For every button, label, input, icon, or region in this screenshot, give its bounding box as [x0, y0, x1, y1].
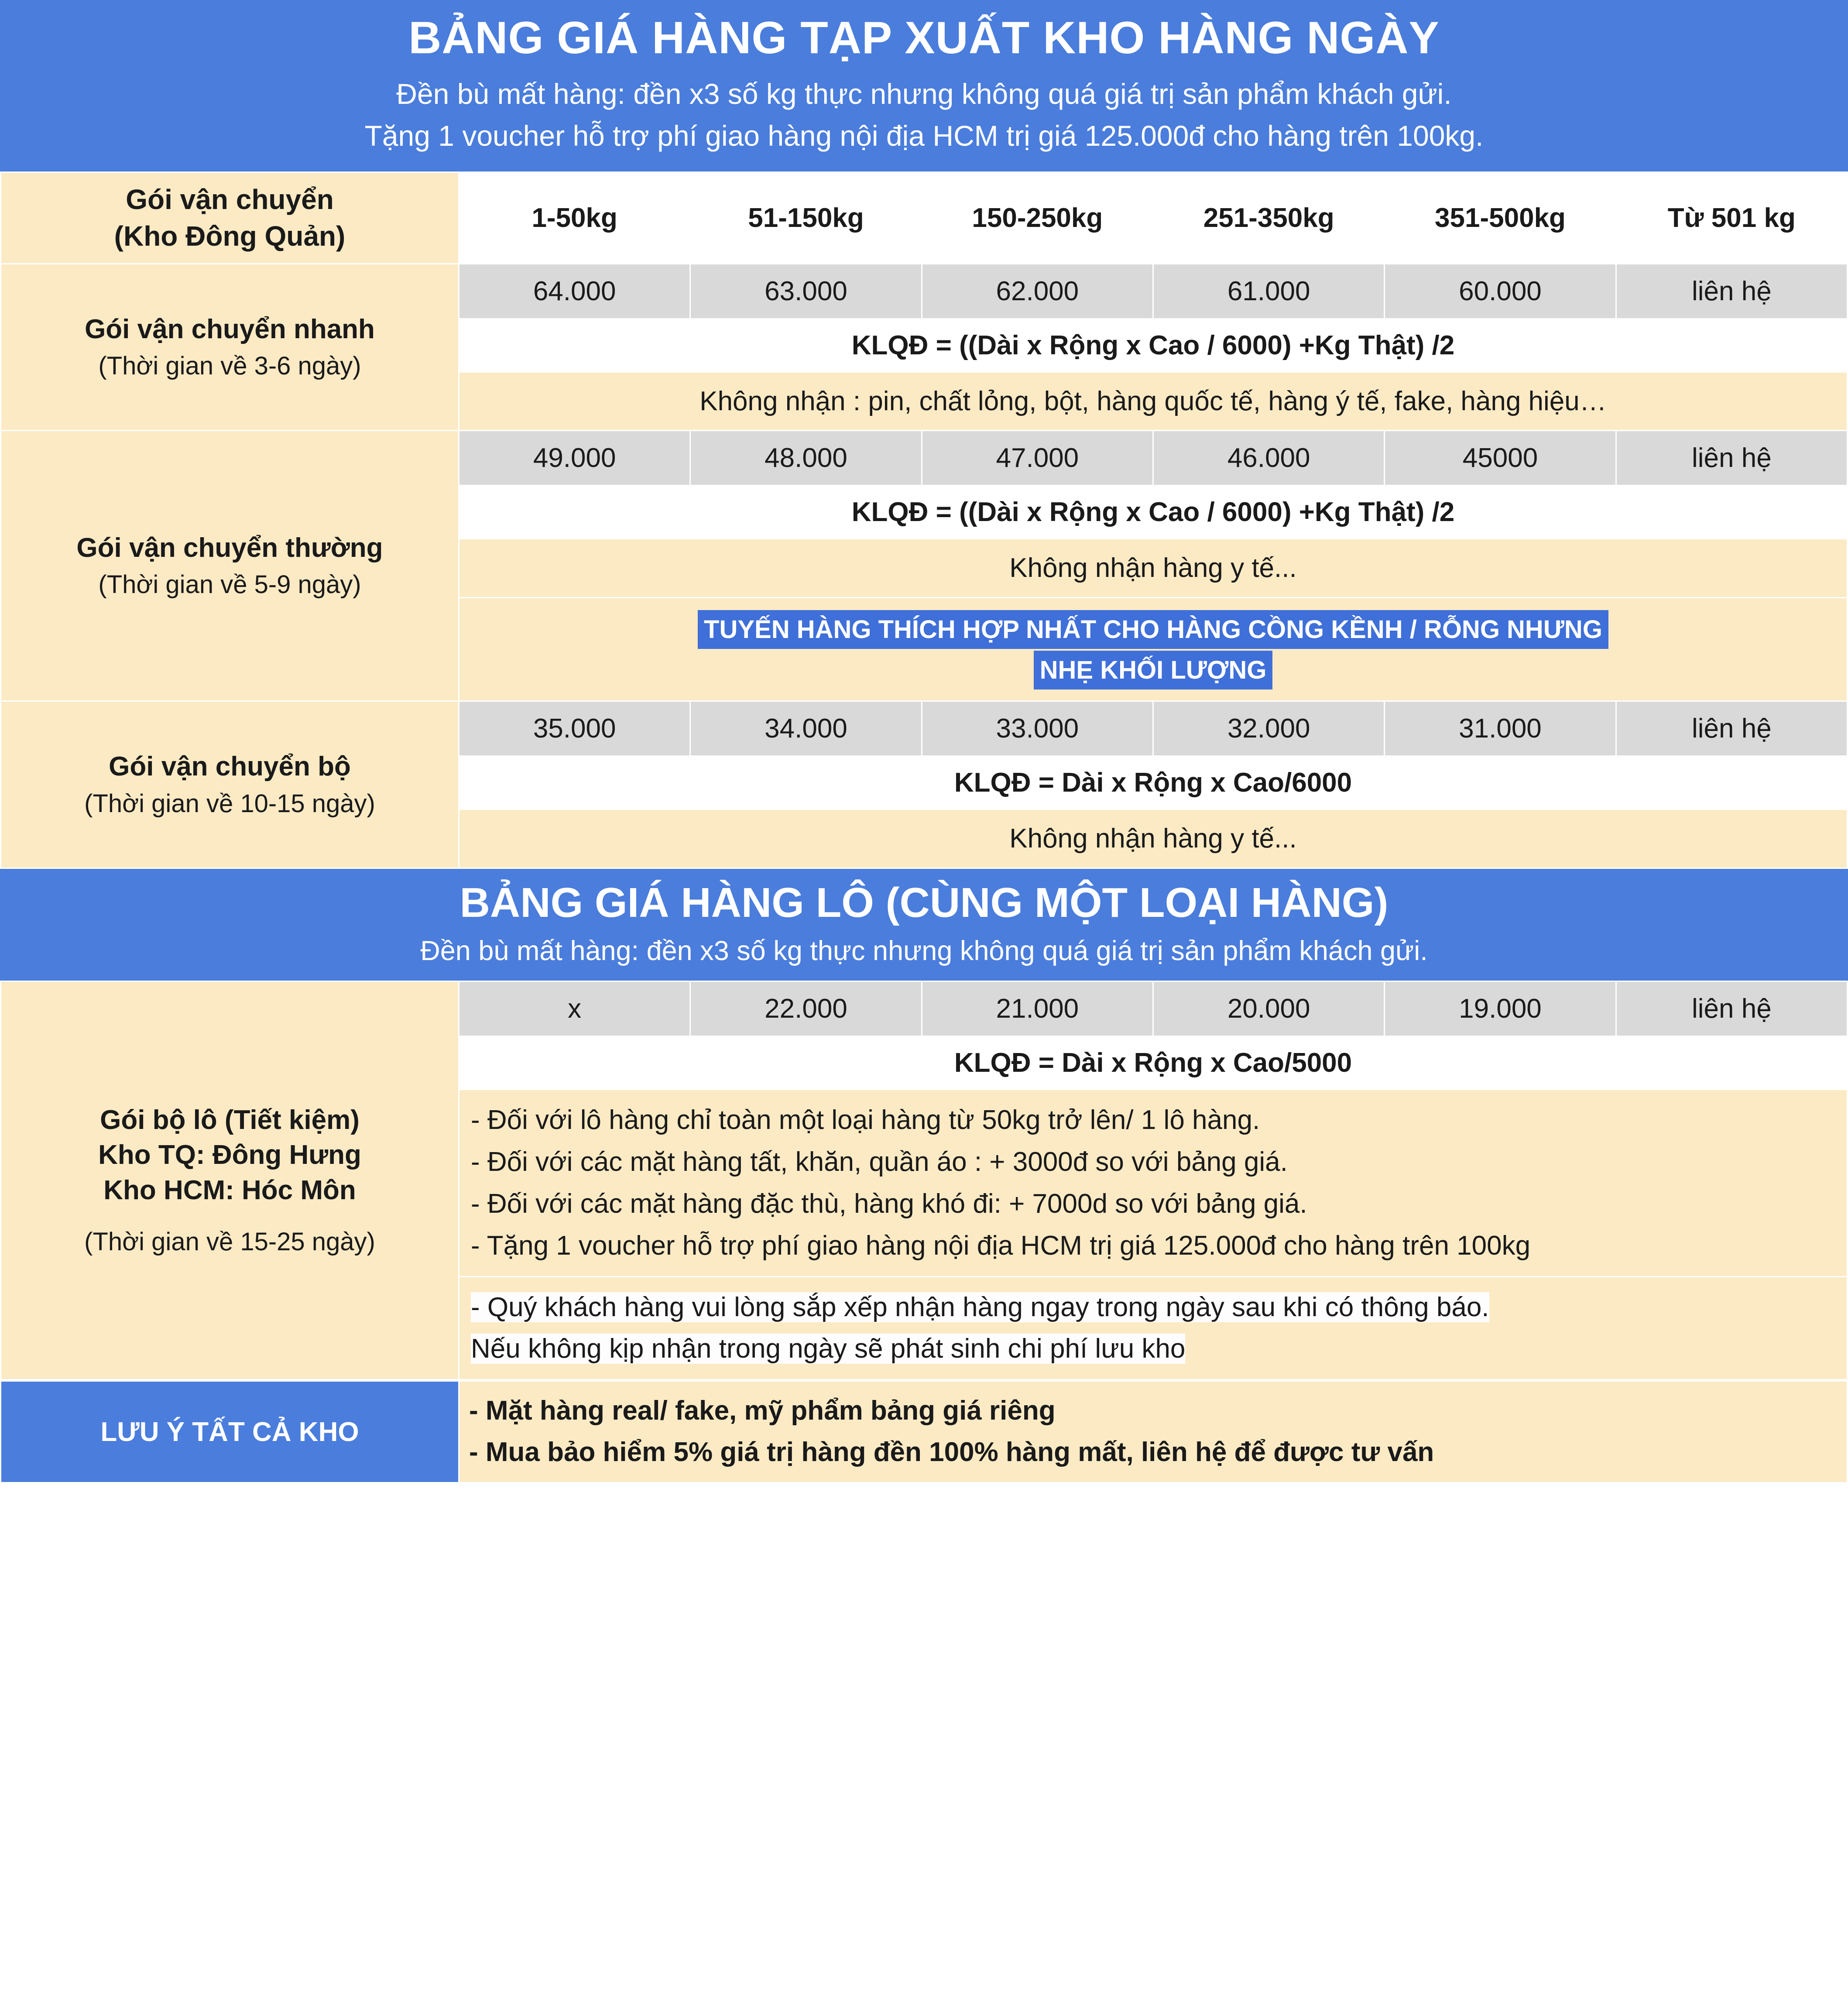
- price-fast-4: 61.000: [1153, 264, 1384, 319]
- price-normal-3: 47.000: [922, 431, 1153, 486]
- lot-note-1: - Đối với lô hàng chỉ toàn một loại hàng từ 50kg trở lên/ 1 lô hàng.: [471, 1105, 1260, 1135]
- lot-note-highlight-1-text: - Quý khách hàng vui lòng sắp xếp nhận hàng ngay trong ngày sau khi có thông báo.: [471, 1292, 1489, 1322]
- column-header-3: 150-250kg: [922, 172, 1153, 264]
- price-lot-5: 19.000: [1385, 981, 1616, 1036]
- table-row: [1, 701, 1848, 756]
- footer-line-1: - Mặt hàng real/ fake, mỹ phẩm bảng giá riêng: [469, 1396, 1056, 1426]
- footer-body: [459, 1381, 1848, 1483]
- lot-note-highlight-2-text: Nếu không kịp nhận trong ngày sẽ phát sinh chi phí lưu kho: [471, 1334, 1186, 1364]
- note-normal-highlight: [459, 598, 1848, 701]
- row-label-normal: [1, 431, 459, 701]
- footer-label: LƯU Ý TẤT CẢ KHO: [1, 1381, 459, 1483]
- price-fast-6: liên hệ: [1616, 264, 1847, 319]
- lot-note-highlight-1: [471, 1288, 1837, 1327]
- lot-label-line-2: Kho TQ: Đông Hưng: [98, 1140, 361, 1170]
- page-title: BẢNG GIÁ HÀNG TẠP XUẤT KHO HÀNG NGÀY: [408, 13, 1440, 63]
- lot-label-line-1: Gói bộ lô (Tiết kiệm): [100, 1105, 360, 1135]
- banner-note-line-1: Đền bù mất hàng: đền x3 số kg thực nhưng không quá giá trị sản phẩm khách gửi.: [396, 78, 1452, 110]
- highlight-line-1: TUYẾN HÀNG THÍCH HỢP NHẤT CHO HÀNG CỒNG KỀNH / RỖNG NHƯNG: [698, 610, 1608, 649]
- formula-lot: KLQĐ = Dài x Rộng x Cao/5000: [459, 1036, 1848, 1090]
- price-road-1: 35.000: [459, 701, 690, 756]
- price-lot-4: 20.000: [1153, 981, 1384, 1036]
- lot-banner-note: Đền bù mất hàng: đền x3 số kg thực nhưng không quá giá trị sản phẩm khách gửi.: [420, 935, 1428, 966]
- row-label-fast-sub: (Thời gian về 3-6 ngày): [98, 352, 361, 381]
- note-normal-1: Không nhận hàng y tế...: [459, 539, 1848, 598]
- lot-note-highlight-2: [471, 1329, 1837, 1369]
- table-row: [1, 264, 1848, 319]
- row-label-fast: [1, 264, 459, 431]
- lot-note-highlight-list: [459, 1276, 1848, 1380]
- lot-price-table: [0, 981, 1848, 1380]
- price-fast-2: 63.000: [690, 264, 922, 319]
- price-normal-6: liên hệ: [1616, 431, 1847, 486]
- row-label-normal-sub: (Thời gian về 5-9 ngày): [98, 570, 361, 599]
- price-fast-1: 64.000: [459, 264, 690, 319]
- header-label-cell: [1, 172, 459, 264]
- price-fast-3: 62.000: [922, 264, 1153, 319]
- column-header-1: 1-50kg: [459, 172, 690, 264]
- header-label-sub: (Kho Đông Quản): [114, 220, 346, 252]
- lot-note-list: [459, 1090, 1848, 1277]
- row-label-road: [1, 701, 459, 868]
- price-road-4: 32.000: [1153, 701, 1384, 756]
- column-header-5: 351-500kg: [1385, 172, 1616, 264]
- row-label-road-sub: (Thời gian về 10-15 ngày): [84, 789, 375, 818]
- price-lot-1: x: [459, 981, 690, 1036]
- price-road-2: 34.000: [690, 701, 922, 756]
- note-fast-1: Không nhận : pin, chất lỏng, bột, hàng quốc tế, hàng ý tế, fake, hàng hiệu…: [459, 372, 1848, 431]
- footer-row: [1, 1381, 1848, 1483]
- lot-title: BẢNG GIÁ HÀNG LÔ (CÙNG MỘT LOẠI HÀNG): [459, 879, 1389, 926]
- main-price-table: [0, 172, 1848, 868]
- row-label-normal-main: Gói vận chuyển thường: [76, 532, 383, 563]
- lot-note-2: - Đối với các mặt hàng tất, khăn, quần áo : + 3000đ so với bảng giá.: [471, 1146, 1288, 1177]
- price-road-3: 33.000: [922, 701, 1153, 756]
- formula-road: KLQĐ = Dài x Rộng x Cao/6000: [459, 756, 1848, 810]
- price-road-5: 31.000: [1385, 701, 1616, 756]
- lot-banner: [0, 869, 1848, 981]
- table-row: [1, 431, 1848, 486]
- note-road-1: Không nhận hàng y tế...: [459, 810, 1848, 868]
- row-label-road-main: Gói vận chuyển bộ: [109, 751, 351, 782]
- lot-label-line-3: Kho HCM: Hóc Môn: [103, 1175, 356, 1205]
- highlight-line-2: NHẸ KHỐI LƯỢNG: [1034, 651, 1273, 690]
- table-row: [1, 981, 1848, 1036]
- formula-fast: KLQĐ = ((Dài x Rộng x Cao / 6000) +Kg Thật) /2: [459, 319, 1848, 372]
- price-road-6: liên hệ: [1616, 701, 1847, 756]
- column-header-4: 251-350kg: [1153, 172, 1384, 264]
- footer-line-2: - Mua bảo hiểm 5% giá trị hàng đền 100% hàng mất, liên hệ để được tư vấn: [469, 1437, 1434, 1468]
- lot-note-3: - Đối với các mặt hàng đặc thù, hàng khó đi: + 7000d so với bảng giá.: [471, 1188, 1307, 1219]
- price-lot-6: liên hệ: [1616, 981, 1847, 1036]
- column-header-6: Từ 501 kg: [1616, 172, 1847, 264]
- price-fast-5: 60.000: [1385, 264, 1616, 319]
- price-lot-3: 21.000: [922, 981, 1153, 1036]
- main-banner: [0, 0, 1848, 172]
- table-header-row: [1, 172, 1848, 264]
- lot-note-4: - Tặng 1 voucher hỗ trợ phí giao hàng nội địa HCM trị giá 125.000đ cho hàng trên 100kg: [471, 1230, 1531, 1261]
- formula-normal: KLQĐ = ((Dài x Rộng x Cao / 6000) +Kg Thật) /2: [459, 486, 1848, 539]
- row-label-fast-main: Gói vận chuyển nhanh: [85, 314, 375, 344]
- banner-note-line-2: Tặng 1 voucher hỗ trợ phí giao hàng nội địa HCM trị giá 125.000đ cho hàng trên 100kg.: [364, 119, 1484, 152]
- price-normal-1: 49.000: [459, 431, 690, 486]
- row-label-lot: [1, 981, 459, 1380]
- header-label-main: Gói vận chuyển: [126, 184, 334, 216]
- lot-label-sub: (Thời gian về 15-25 ngày): [84, 1228, 375, 1256]
- price-normal-4: 46.000: [1153, 431, 1384, 486]
- column-header-2: 51-150kg: [690, 172, 922, 264]
- footer-table: [0, 1380, 1848, 1483]
- price-normal-2: 48.000: [690, 431, 922, 486]
- price-lot-2: 22.000: [690, 981, 922, 1036]
- price-normal-5: 45000: [1385, 431, 1616, 486]
